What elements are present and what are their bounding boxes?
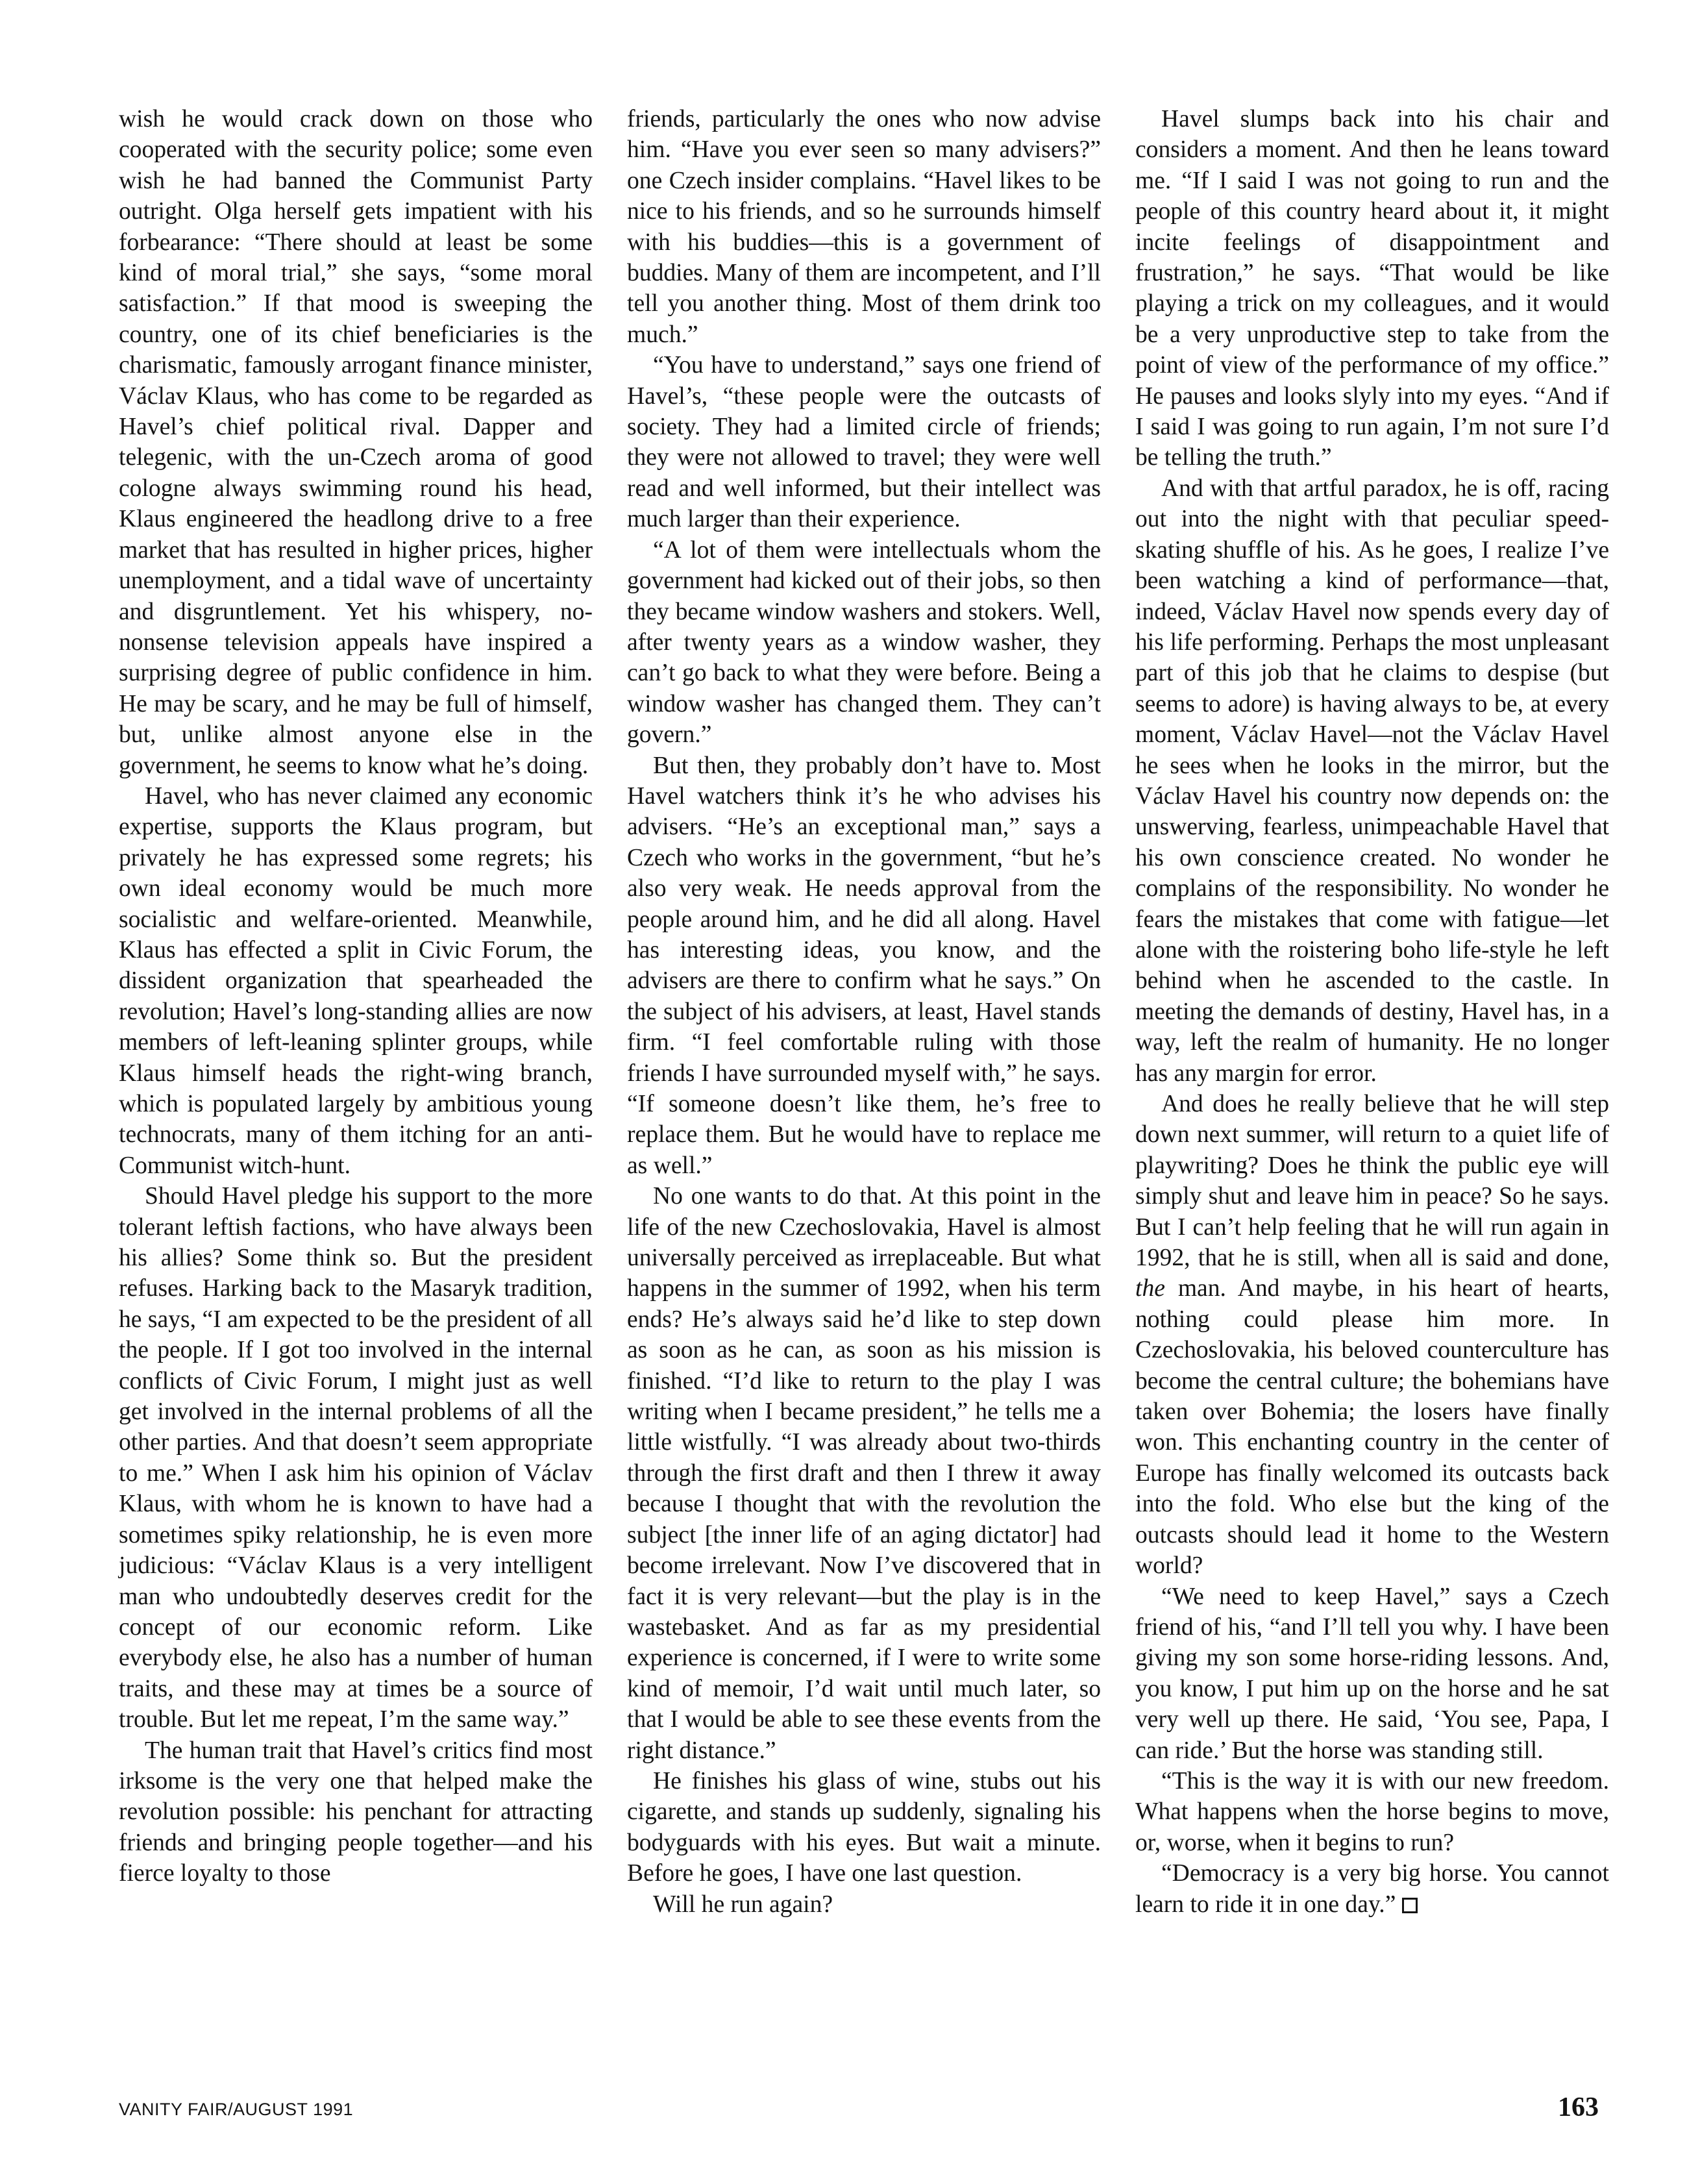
text-column-1 xyxy=(119,104,593,1889)
paragraph: Havel, who has never claimed any economic expertise, supports the Klaus program, but privately he has expressed some regrets; his own ideal economy would be much more socialistic and welfare-oriented. Meanwhile, Klaus has effected a split in Civic Forum, the dissident organization that spearheaded the revolution; Havel’s long-standing allies are now members of left-leaning splinter groups, while Klaus himself heads the right-wing branch, which is populated largely by ambitious young technocrats, many of them itching for an anti-Communist witch-hunt. xyxy=(119,782,593,1179)
text-column-3 xyxy=(1135,104,1609,1920)
paragraph: friends, particularly the ones who now advise him. “Have you ever seen so many advisers?” one Czech insider complains. “Havel likes to be nice to his friends, and so he surrounds himself with his buddies—this is a government of buddies. Many of them are incompetent, and I’ll tell you another thing. Most of them drink too much.” xyxy=(627,106,1101,348)
paragraph-text: And does he really believe that he will step down next summer, will return to a quiet life of playwriting? Does he think the public eye will simply shut and leave him in peace? So he says. But I can’t help feeling that he will run again in 1992, that he is still, when all is said and done, xyxy=(1135,1091,1609,1272)
paragraph: “This is the way it is with our new freedom. What happens when the horse begins to move, or, worse, when it begins to run? xyxy=(1135,1767,1609,1856)
paragraph: But then, they probably don’t have to. Most Havel watchers think it’s he who advises his advisers. “He’s an exceptional man,” says a Czech who works in the government, “but he’s also very weak. He needs approval from the people around him, and he did all along. Havel has interesting ideas, you know, and the advisers are there to confirm what he says.” On the subject of his advisers, at least, Havel stands firm. “I feel comfortable ruling with those friends I have surrounded myself with,” he says. “If someone doesn’t like them, he’s free to replace them. But he would have to replace me as well.” xyxy=(627,752,1101,1179)
paragraph: No one wants to do that. At this point in the life of the new Czechoslovakia, Havel is almost universally perceived as irreplaceable. But what happens in the summer of 1992, when his term ends? He’s always said he’d like to step down as soon as he can, as soon as his mission is finished. “I’d like to return to the play I was writing when I became president,” he tells me a little wistfully. “I was already about two-thirds through the first draft and then I threw it away because I thought that with the revolution the subject [the inner life of an aging dictator] had become irrelevant. Now I’ve discovered that in fact it is very relevant—but the play is in the wastebasket. And as far as my presidential experience is concerned, if I were to write some kind of memoir, I’d wait until much later, so that I would be able to see these events from the right distance.” xyxy=(627,1183,1101,1764)
footer-publication: VANITY FAIR/AUGUST 1991 xyxy=(119,2100,354,2119)
paragraph: Will he run again? xyxy=(653,1891,833,1918)
paragraph: He finishes his glass of wine, stubs out his cigarette, and stands up suddenly, signaling his bodyguards with his eyes. But wait a minute. Before he goes, I have one last question. xyxy=(627,1767,1101,1887)
paragraph: “We need to keep Havel,” says a Czech friend of his, “and I’ll tell you why. I have been giving my son some horse-riding lessons. And, you know, I put him up on the horse and he sat very well up there. He said, ‘You see, Papa, I can ride.’ But the horse was standing still. xyxy=(1135,1583,1609,1764)
paragraph: “A lot of them were intellectuals whom the government had kicked out of their jobs, so then they became window washers and stokers. Well, after twenty years as a window washer, they can’t go back to what they were before. Being a window washer has changed them. They can’t govern.” xyxy=(627,536,1101,749)
paragraph xyxy=(1135,1858,1609,1920)
paragraph-text: “Democracy is a very big horse. You cannot learn to ride it in one day.” xyxy=(1135,1860,1609,1918)
paragraph: wish he would crack down on those who cooperated with the security police; some even wish he had banned the Communist Party outright. Olga herself gets impatient with his forbearance: “There should at least be some kind of moral trial,” she says, “some moral satisfaction.” If that mood is sweeping the country, one of its chief beneficiaries is the charismatic, famously arrogant finance minister, Václav Klaus, who has come to be regarded as Havel’s chief political rival. Dapper and telegenic, with the un-Czech aroma of good cologne always swimming round his head, Klaus engineered the headlong drive to a free market that has resulted in higher prices, higher unemployment, and a tidal wave of uncertainty and disgruntlement. Yet his whispery, no-nonsense television appeals have inspired a surprising degree of public confidence in him. He may be scary, and he may be full of himself, but, unlike almost anyone else in the government, he seems to know what he’s doing. xyxy=(119,106,593,779)
emphasized-word: the xyxy=(1135,1275,1165,1302)
paragraph-text: man. And maybe, in his heart of hearts, nothing could please him more. In Czechoslovakia, his beloved counterculture has become the central culture; the bohemians have taken over Bohemia; the losers have finally won. This enchanting country in the center of Europe has finally welcomed its outcasts back into the fold. Who else but the king of the outcasts should lead it home to the Western world? xyxy=(1135,1275,1609,1580)
paragraph: The human trait that Havel’s critics find most irksome is the very one that helped make the revolution possible: his penchant for attracting friends and bringing people together—and his fierce loyalty to those xyxy=(119,1737,593,1887)
end-mark-icon xyxy=(1402,1898,1418,1913)
paragraph xyxy=(1135,1089,1609,1582)
paragraph: “You have to understand,” says one friend of Havel’s, “these people were the outcasts of society. They had a limited circle of friends; they were not allowed to travel; they were well read and well informed, but their intellect was much larger than their experience. xyxy=(627,352,1101,533)
paragraph: Havel slumps back into his chair and considers a moment. And then he leans toward me. “If I said I was not going to run and the people of this country heard about it, it might incite feelings of disappointment and frustration,” he says. “That would be like playing a trick on my colleagues, and it would be a very unproductive step to take from the point of view of the performance of my office.” He pauses and looks slyly into my eyes. “And if I said I was going to run again, I’m not sure I’d be telling the truth.” xyxy=(1135,106,1609,471)
text-column-2 xyxy=(627,104,1101,1920)
paragraph: And with that artful paradox, he is off, racing out into the night with that peculiar speed-skating shuffle of his. As he goes, I realize I’ve been watching a kind of performance—that, indeed, Václav Havel now spends every day of his life performing. Perhaps the most unpleasant part of this job that he claims to despise (but seems to adore) is having always to be, at every moment, Václav Havel—not the Václav Havel he sees when he looks in the mirror, but the Václav Havel his country now depends on: the unswerving, fearless, unimpeachable Havel that his own conscience created. No wonder he complains of the responsibility. No wonder he fears the mistakes that come with fatigue—let alone with the roistering boho life-style he left behind when he ascended to the castle. In meeting the demands of destiny, Havel has, in a way, left the realm of humanity. He no longer has any margin for error. xyxy=(1135,475,1609,1087)
page-number: 163 xyxy=(1558,2092,1599,2122)
paragraph: Should Havel pledge his support to the more tolerant leftish factions, who have always been his allies? Some think so. But the president refuses. Harking back to the Masaryk tradition, he says, “I am expected to be the president of all the people. If I got too involved in the internal conflicts of Civic Forum, I might just as well get involved in the internal problems of all the other parties. And that doesn’t seem appropriate to me.” When I ask him his opinion of Václav Klaus, with whom he is known to have had a sometimes spiky relationship, he is even more judicious: “Václav Klaus is a very intelligent man who undoubtedly deserves credit for the concept of our economic reform. Like everybody else, he also has a number of human traits, and these may at times be a source of trouble. But let me repeat, I’m the same way.” xyxy=(119,1183,593,1733)
